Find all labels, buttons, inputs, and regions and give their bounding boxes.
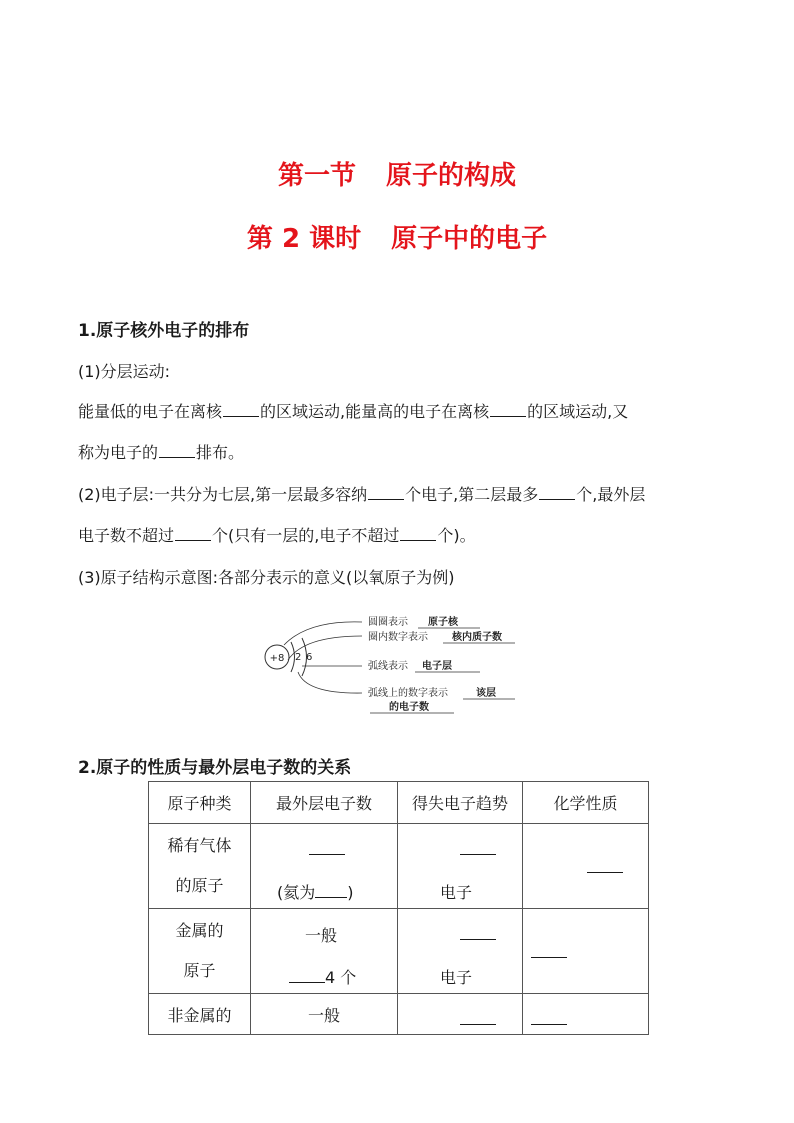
header-cell: 得失电子趋势 [398, 782, 523, 824]
header-cell: 最外层电子数 [251, 782, 398, 824]
shell2-count: 6 [306, 652, 313, 663]
text-span: 个电子,第二层最多 [405, 485, 539, 504]
count-line [289, 965, 356, 988]
text-span: 排布。 [196, 443, 245, 462]
label-circle: 圆圈表示 [368, 617, 408, 628]
page-subtitle [0, 218, 794, 255]
label-arc: 弧线表示 [368, 661, 408, 672]
trend-cell [398, 824, 523, 909]
answer-circle: 原子核 [428, 617, 458, 628]
page-title [0, 155, 794, 192]
label-inner-number: 圈内数字表示 [368, 632, 428, 643]
trend-text: 电子 [440, 968, 473, 987]
text-span: 个)。 [437, 526, 476, 545]
text-span: 称为电子的 [78, 443, 159, 462]
helium-note [277, 880, 354, 903]
trend-text: 电子 [440, 883, 473, 902]
answer-arc-number-a: 该层 [476, 688, 496, 699]
atom-type-line: 原子 [183, 961, 216, 980]
text-span: ) [347, 883, 354, 902]
header-cell: 原子种类 [149, 782, 251, 824]
fill-blank[interactable] [159, 443, 195, 458]
fill-blank[interactable] [531, 1010, 567, 1025]
fill-blank[interactable] [490, 402, 526, 417]
outer-electron-cell: 一般 [251, 994, 398, 1035]
answer-inner-number: 核内质子数 [452, 632, 502, 643]
shell-arc-1 [291, 642, 295, 672]
atom-type-cell: 非金属的 [149, 994, 251, 1035]
trend-cell [398, 909, 523, 994]
p1-line1 [78, 399, 628, 422]
chemical-property-cell [523, 824, 649, 909]
title-section: 第一节 [277, 161, 356, 191]
p1-line2 [78, 440, 244, 463]
table-header-row [149, 782, 649, 824]
fill-blank[interactable] [539, 485, 575, 500]
fill-blank[interactable] [289, 968, 325, 983]
atom-structure-diagram [258, 614, 528, 720]
nucleus-charge: +8 [269, 653, 285, 664]
fill-blank[interactable] [400, 526, 436, 541]
trend-cell [398, 994, 523, 1035]
text-span: 电子数不超过 [78, 526, 175, 545]
fill-blank[interactable] [309, 840, 345, 855]
p1-label: (1)分层运动: [78, 362, 171, 381]
pointer-line-4 [298, 672, 362, 693]
title-topic: 原子的构成 [386, 161, 517, 191]
text-span: 个,最外层 [576, 485, 646, 504]
fill-blank[interactable] [587, 858, 623, 873]
text-span: 个(只有一层的,电子不超过 [212, 526, 400, 545]
text-span: (2)电子层:一共分为七层,第一层最多容纳 [78, 485, 368, 504]
atom-type-line: 的原子 [175, 876, 224, 895]
fill-blank[interactable] [315, 883, 347, 898]
outer-electron-cell [251, 909, 398, 994]
atom-type-line: 稀有气体 [167, 836, 232, 855]
section1-heading: 1.原子核外电子的排布 [78, 321, 250, 341]
text-span: 能量低的电子在离核 [78, 402, 223, 421]
shell1-count: 2 [295, 652, 302, 663]
outer-electron-cell [251, 824, 398, 909]
answer-arc-number-b: 的电子数 [389, 702, 429, 713]
p3-line: (3)原子结构示意图:各部分表示的意义(以氧原子为例) [78, 568, 455, 587]
table-row [149, 824, 649, 909]
atom-type-cell [149, 824, 251, 909]
subtitle-lesson: 第 2 课时 [246, 224, 362, 254]
atom-type-line: 金属的 [175, 921, 224, 940]
fill-blank[interactable] [368, 485, 404, 500]
text-span: 4 个 [325, 968, 357, 987]
fill-blank[interactable] [175, 526, 211, 541]
answer-arc: 电子层 [422, 661, 452, 672]
chemical-property-cell [523, 909, 649, 994]
generally-text: 一般 [305, 926, 338, 945]
fill-blank[interactable] [460, 840, 496, 855]
chemical-property-cell [523, 994, 649, 1035]
p2-line1 [78, 482, 645, 505]
subtitle-topic: 原子中的电子 [391, 224, 548, 254]
text-span: 的区域运动,能量高的电子在离核 [260, 402, 490, 421]
fill-blank[interactable] [531, 943, 567, 958]
fill-blank[interactable] [460, 1010, 496, 1025]
text-span: (氦为 [277, 883, 316, 902]
atom-type-cell [149, 909, 251, 994]
header-cell: 化学性质 [523, 782, 649, 824]
fill-blank[interactable] [460, 925, 496, 940]
label-arc-number: 弧线上的数字表示 [368, 688, 448, 699]
properties-table [148, 781, 649, 1035]
fill-blank[interactable] [223, 402, 259, 417]
text-span: 的区域运动,又 [527, 402, 629, 421]
section2-heading: 2.原子的性质与最外层电子数的关系 [78, 758, 352, 778]
pointer-line-1 [284, 622, 362, 645]
table-row [149, 994, 649, 1035]
p2-line2 [78, 523, 476, 546]
table-row [149, 909, 649, 994]
